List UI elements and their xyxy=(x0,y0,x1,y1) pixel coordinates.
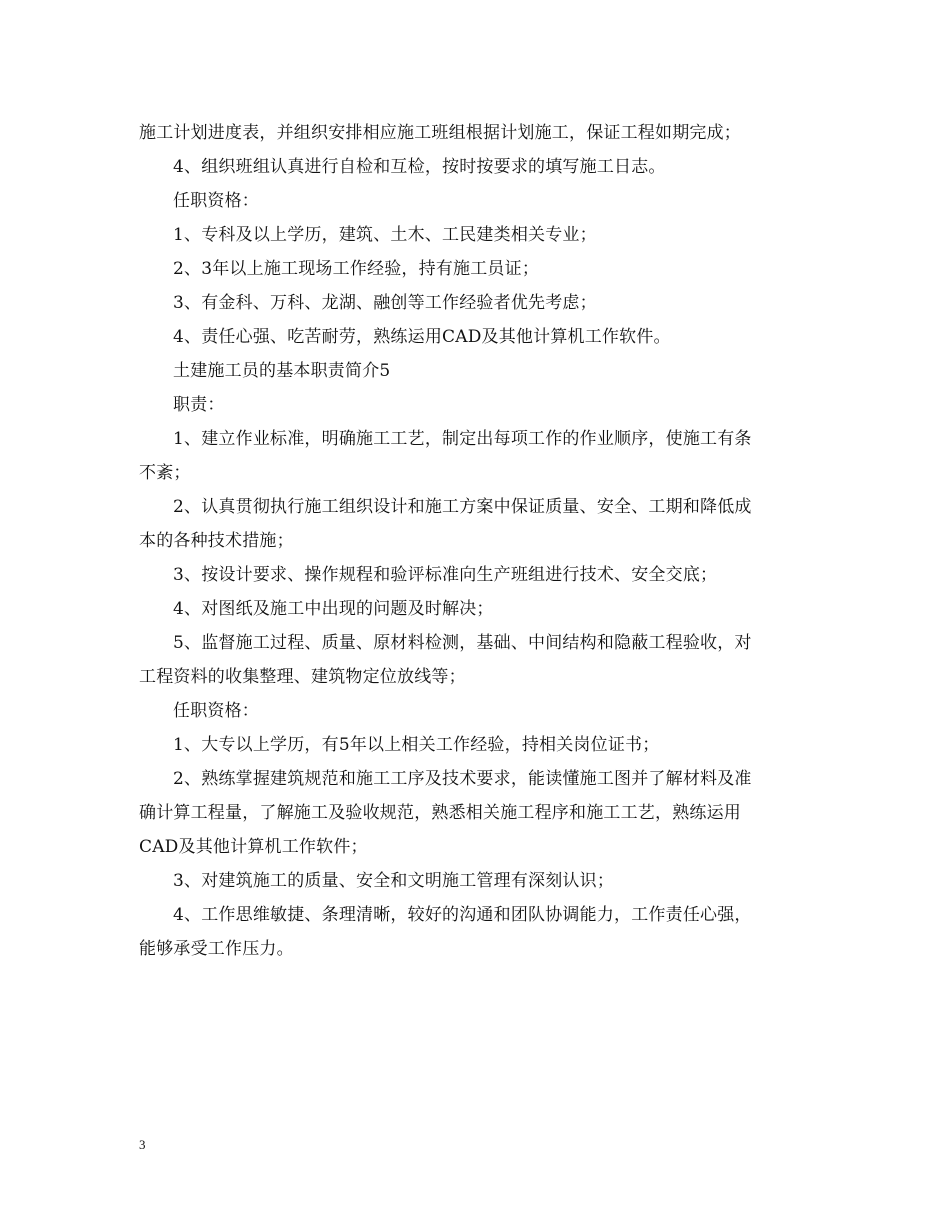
text-line-req-4-cont: 能够承受工作压力。 xyxy=(139,939,294,959)
text-line-req-2-cont2: CAD及其他计算机工作软件； xyxy=(139,837,368,857)
text-line-req-3: 3、对建筑施工的质量、安全和文明施工管理有深刻认识； xyxy=(173,871,615,891)
text-line-continuation: 施工计划进度表，并组织安排相应施工班组根据计划施工，保证工程如期完成； xyxy=(139,123,741,143)
text-line-duty-2-cont: 本的各种技术措施； xyxy=(139,531,294,551)
section-heading-qualifications-2: 任职资格： xyxy=(173,701,259,721)
text-line-duty-5: 5、监督施工过程、质量、原材料检测，基础、中间结构和隐蔽工程验收，对 xyxy=(173,633,752,653)
document-body xyxy=(139,116,819,966)
section-heading-duties: 职责： xyxy=(173,395,225,415)
text-line-duty-3: 3、按设计要求、操作规程和验评标准向生产班组进行技术、安全交底； xyxy=(173,565,718,585)
text-line-duty-2: 2、认真贯彻执行施工组织设计和施工方案中保证质量、安全、工期和降低成 xyxy=(173,497,752,517)
text-line-req-2-cont: 确计算工程量，了解施工及验收规范，熟悉相关施工程序和施工工艺，熟练运用 xyxy=(139,803,741,823)
section-title-intro-5: 土建施工员的基本职责简介5 xyxy=(173,361,391,381)
text-line-duty-1-cont: 不紊； xyxy=(139,463,191,483)
page-number: 3 xyxy=(139,1137,146,1152)
text-line-duty-4b: 4、对图纸及施工中出现的问题及时解决； xyxy=(173,599,494,619)
text-line-duty-1: 1、建立作业标准，明确施工工艺，制定出每项工作的作业顺序，使施工有条 xyxy=(173,429,752,449)
text-line-qualification-3: 3、有金科、万科、龙湖、融创等工作经验者优先考虑； xyxy=(173,293,597,313)
text-line-req-2: 2、熟练掌握建筑规范和施工工序及技术要求，能读懂施工图并了解材料及准 xyxy=(173,769,752,789)
section-heading-qualifications: 任职资格： xyxy=(173,191,259,211)
text-line-duty-5-cont: 工程资料的收集整理、建筑物定位放线等； xyxy=(139,667,466,687)
text-line-duty-4: 4、组织班组认真进行自检和互检，按时按要求的填写施工日志。 xyxy=(173,157,666,177)
text-line-qualification-1: 1、专科及以上学历，建筑、土木、工民建类相关专业； xyxy=(173,225,597,245)
text-line-qualification-2: 2、3年以上施工现场工作经验，持有施工员证； xyxy=(173,259,540,279)
text-line-qualification-4: 4、责任心强、吃苦耐劳，熟练运用CAD及其他计算机工作软件。 xyxy=(173,327,671,347)
text-line-req-1: 1、大专以上学历，有5年以上相关工作经验，持相关岗位证书； xyxy=(173,735,660,755)
text-line-req-4: 4、工作思维敏捷、条理清晰，较好的沟通和团队协调能力，工作责任心强， xyxy=(173,905,752,925)
